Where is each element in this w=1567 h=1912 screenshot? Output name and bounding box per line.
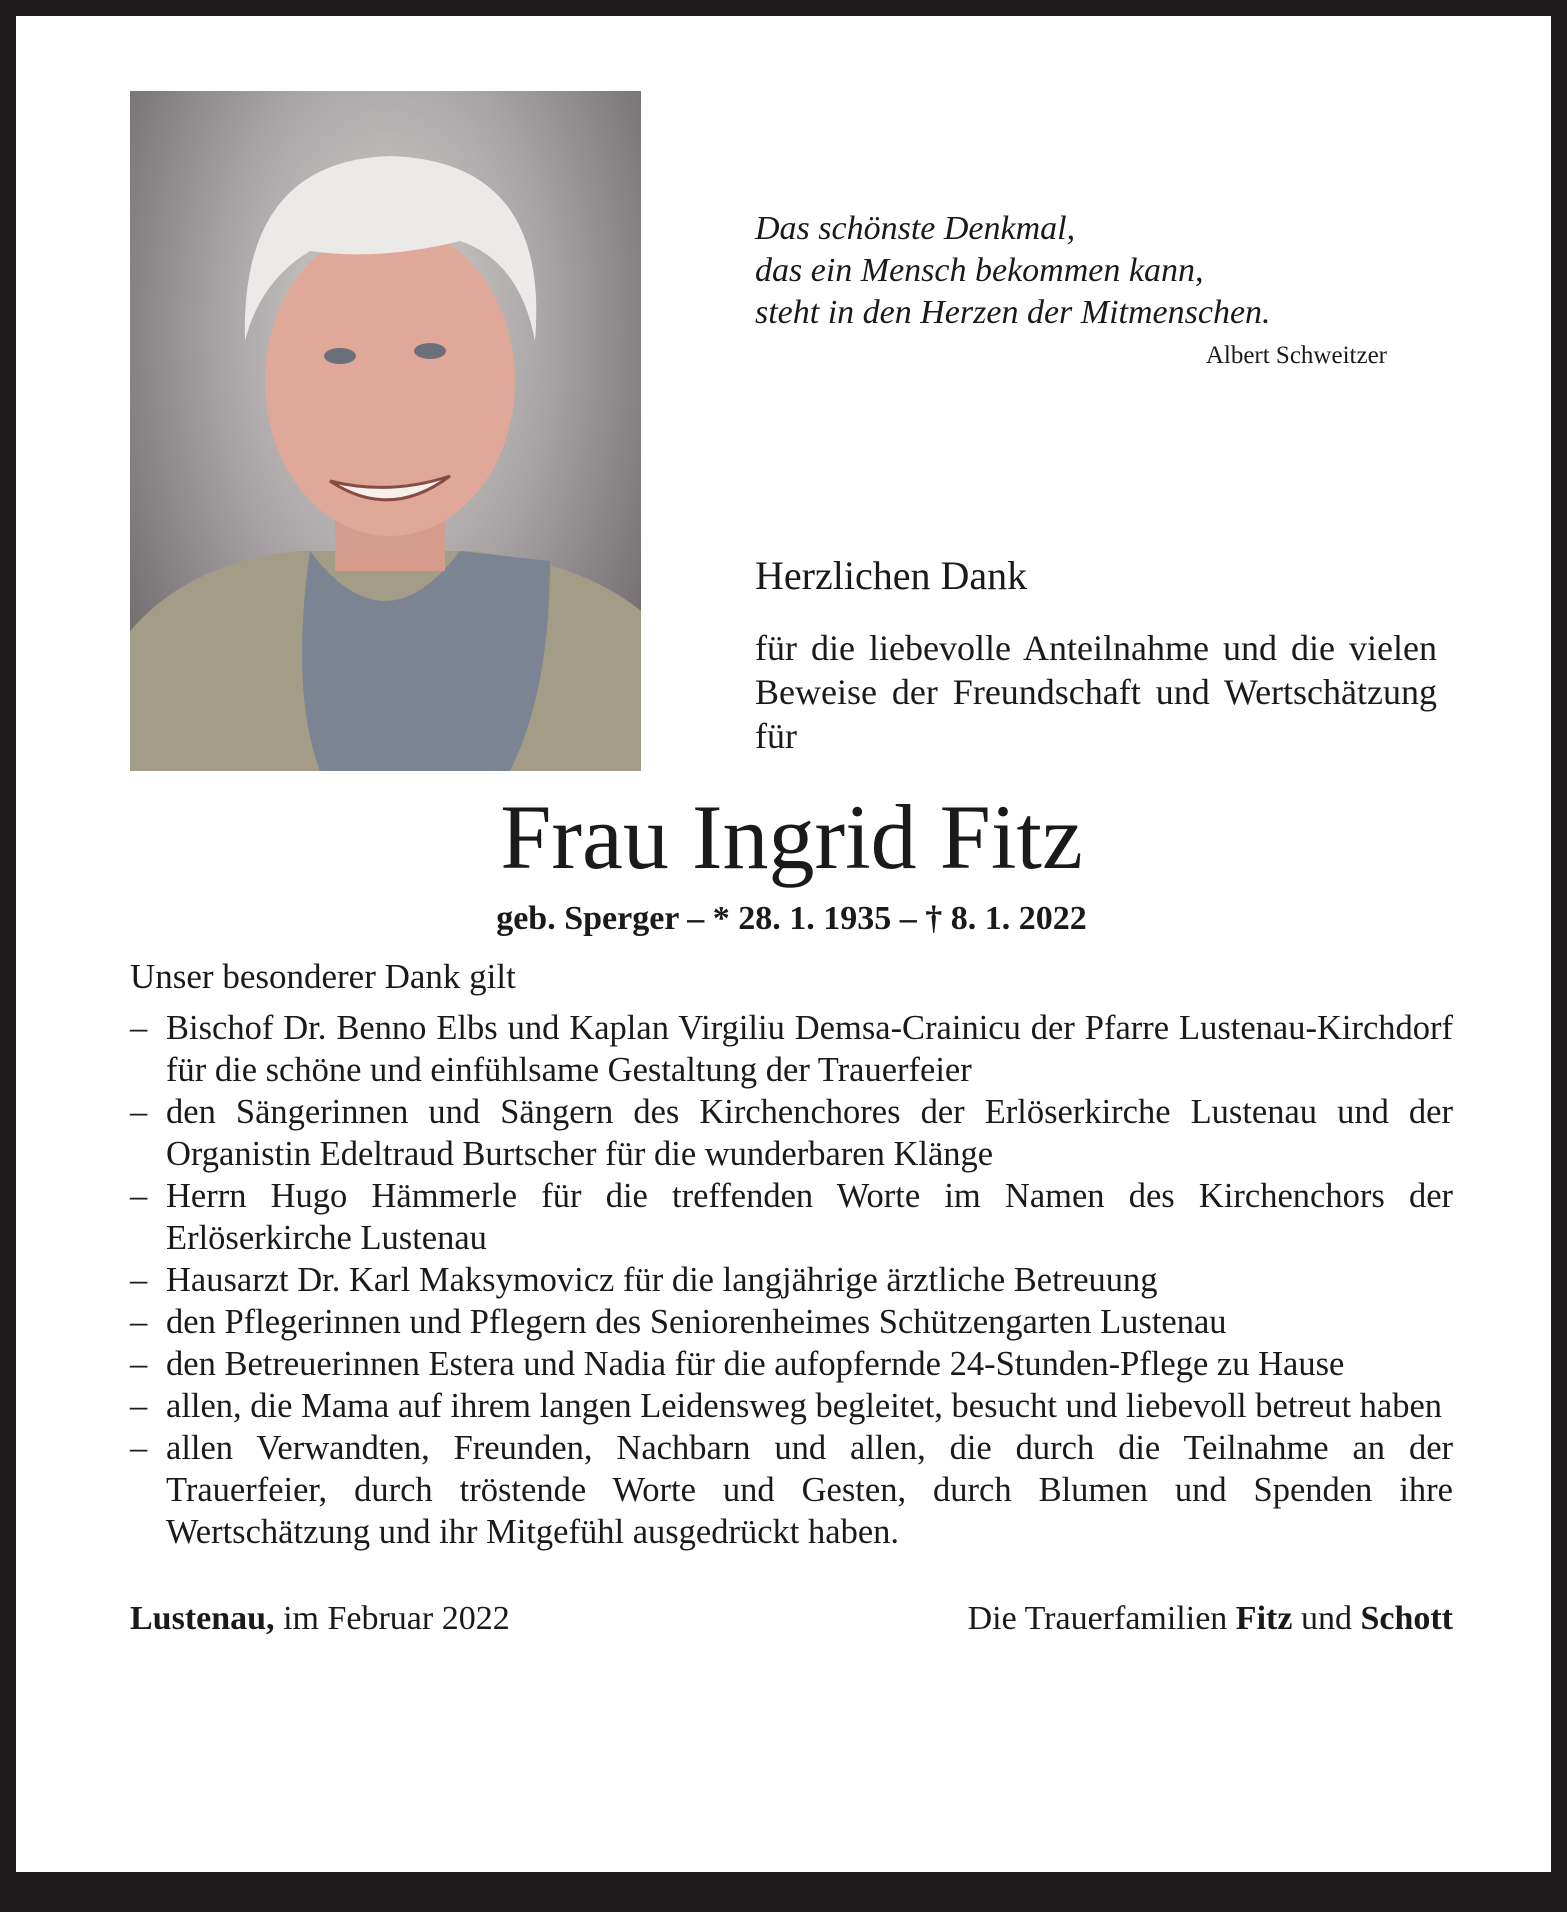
list-item bbox=[130, 1091, 1453, 1175]
dash: – bbox=[130, 1177, 148, 1215]
dash: – bbox=[130, 1345, 148, 1383]
item-text: Bischof Dr. Benno Elbs und Kaplan Virgiliu Demsa-Crainicu der Pfarre Lustenau-Kirchdorf für die schöne und einfühlsame Gestaltung der Trauerfeier bbox=[166, 1009, 1453, 1089]
deceased-details: geb. Sperger – * 28. 1. 1935 – † 8. 1. 2022 bbox=[496, 900, 1087, 937]
quote-author: Albert Schweitzer bbox=[1205, 342, 1387, 369]
family-signature bbox=[968, 1597, 1453, 1641]
dash: – bbox=[130, 1303, 148, 1341]
place-date bbox=[130, 1597, 510, 1641]
list-item bbox=[130, 1175, 1453, 1259]
dash: – bbox=[130, 1009, 148, 1047]
obituary-notice bbox=[16, 16, 1551, 1872]
footer bbox=[130, 1597, 1453, 1641]
dash: – bbox=[130, 1429, 148, 1467]
list-item bbox=[130, 1385, 1453, 1427]
quote-line: steht in den Herzen der Mitmenschen. bbox=[755, 294, 1271, 331]
deceased-name: Frau Ingrid Fitz bbox=[500, 786, 1083, 888]
right-column bbox=[755, 91, 1437, 758]
list-item bbox=[130, 1343, 1453, 1385]
list-item bbox=[130, 1007, 1453, 1091]
quote-line: Das schönste Denkmal, bbox=[755, 210, 1076, 247]
family-prefix: Die Trauerfamilien bbox=[967, 1600, 1228, 1637]
item-text: allen, die Mama auf ihrem langen Leidensweg begleitet, besucht und liebevoll betreut haben bbox=[166, 1387, 1443, 1425]
family-name: Fitz bbox=[1235, 1600, 1293, 1637]
quote-line: das ein Mensch bekommen kann, bbox=[755, 252, 1204, 289]
thanks-intro: Unser besonderer Dank gilt bbox=[130, 957, 516, 996]
list-item bbox=[130, 1301, 1453, 1343]
quote bbox=[755, 208, 1437, 334]
list-item bbox=[130, 1259, 1453, 1301]
top-section bbox=[130, 91, 1453, 771]
item-text: den Pflegerinnen und Pflegern des Seniorenheimes Schützengarten Lustenau bbox=[166, 1303, 1227, 1341]
dash: – bbox=[130, 1261, 148, 1299]
item-text: allen Verwandten, Freunden, Nachbarn und allen, die durch die Teilnahme an der Trauerfeier, durch tröstende Worte und Gesten, durch Blumen und Spenden ihre Wertschätzung und ihr Mitgefühl ausgedrückt haben. bbox=[166, 1429, 1453, 1551]
portrait-photo bbox=[130, 91, 641, 771]
place: Lustenau, bbox=[130, 1600, 275, 1637]
dash: – bbox=[130, 1387, 148, 1425]
item-text: Hausarzt Dr. Karl Maksymovicz für die langjährige ärztliche Betreuung bbox=[166, 1261, 1158, 1299]
date: im Februar 2022 bbox=[283, 1600, 510, 1637]
thanks-text: für die liebevolle Anteilnahme und die vielen Beweise der Freundschaft und Wertschätzung für bbox=[755, 628, 1437, 756]
thanks-list bbox=[130, 1007, 1453, 1553]
item-text: den Sängerinnen und Sängern des Kirchenchores der Erlöserkirche Lustenau und der Organistin Edeltraud Burtscher für die wunderbaren Klänge bbox=[166, 1093, 1453, 1173]
dash: – bbox=[130, 1093, 148, 1131]
item-text: den Betreuerinnen Estera und Nadia für die aufopfernde 24-Stunden-Pflege zu Hause bbox=[166, 1345, 1345, 1383]
thanks-heading: Herzlichen Dank bbox=[755, 553, 1028, 598]
list-item bbox=[130, 1427, 1453, 1553]
family-name: Schott bbox=[1360, 1600, 1453, 1637]
item-text: Herrn Hugo Hämmerle für die treffenden Worte im Namen des Kirchenchors der Erlöserkirche Lustenau bbox=[166, 1177, 1453, 1257]
conjunction: und bbox=[1300, 1600, 1352, 1637]
